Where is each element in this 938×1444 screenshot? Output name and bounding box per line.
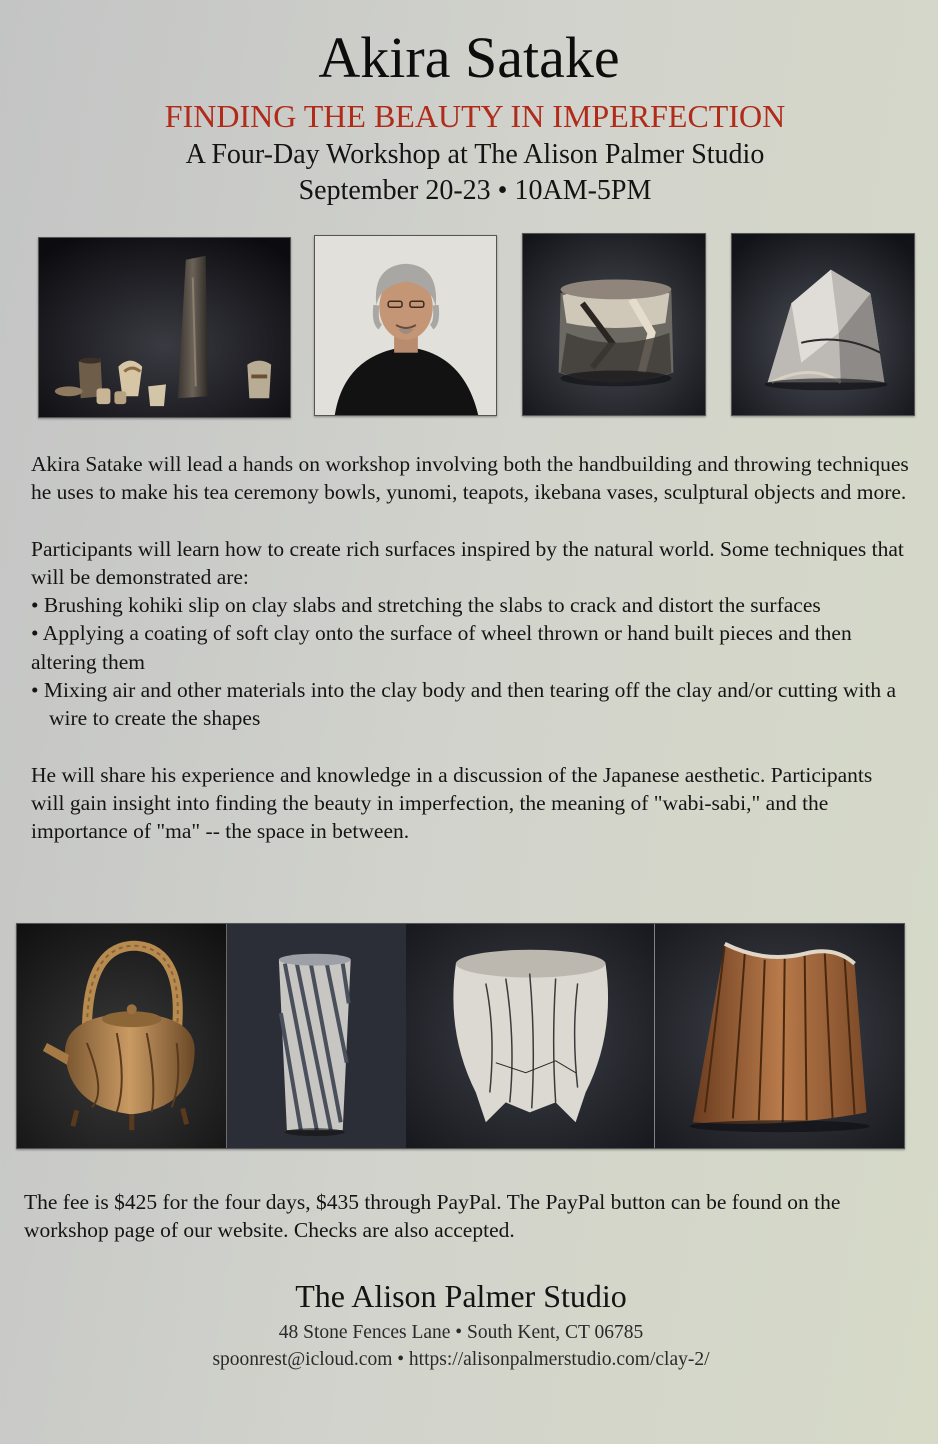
studio-name: The Alison Palmer Studio [295, 1278, 627, 1314]
pottery-group-photo [38, 237, 291, 418]
footed-vessel-photo [406, 924, 654, 1148]
intro-paragraph: Akira Satake will lead a hands on workshop involving both the handbuilding and throwing techniques he uses to make his tea ceremony bowls, yunomi, teapots, ikebana vases, sculptural objects and more. [31, 452, 909, 505]
fee-paragraph: The fee is $425 for the four days, $435 through PayPal. The PayPal button can be found on the workshop page of our website. Checks are also accepted. [24, 1190, 841, 1243]
artist-portrait-photo [314, 235, 497, 416]
paragraph-spacer [31, 507, 911, 535]
technique-bullet: • Brushing kohiki slip on clay slabs and stretching the slabs to crack and distort the surfaces [31, 593, 821, 618]
aesthetic-paragraph: He will share his experience and knowledge in a discussion of the Japanese aesthetic. Participants will gain insight into finding the beauty in imperfection, the meaning of "wabi-sabi," and the importance of "ma" -- the space in between. [31, 762, 873, 844]
technique-bullet: • Mixing air and other materials into the clay body and then tearing off the clay and/or cutting with a wire to create the shapes [31, 678, 897, 731]
paragraph-spacer [31, 733, 911, 761]
studio-address: 48 Stone Fences Lane • South Kent, CT 06785 [278, 1322, 644, 1343]
striped-cup-photo [227, 924, 407, 1148]
workshop-line: A Four-Day Workshop at The Alison Palmer Studio [185, 139, 765, 170]
page-subtitle: FINDING THE BEAUTY IN IMPERFECTION [164, 98, 786, 134]
teapot-photo [17, 924, 227, 1148]
tea-bowl-photo [522, 233, 706, 416]
sculptural-vessel-photo [731, 233, 915, 416]
textured-vase-photo [655, 924, 904, 1148]
bottom-photo-strip [16, 923, 905, 1149]
page-title: Akira Satake [318, 25, 620, 90]
technique-bullet: • Applying a coating of soft clay onto the surface of wheel thrown or hand built pieces and then altering them [31, 621, 852, 674]
studio-contact: spoonrest@icloud.com • https://alisonpalmerstudio.com/clay-2/ [212, 1349, 710, 1370]
description-body [31, 450, 911, 846]
date-line: September 20-23 • 10AM-5PM [298, 175, 652, 206]
techniques-intro: Participants will learn how to create rich surfaces inspired by the natural world. Some techniques that will be demonstrated are: [31, 536, 904, 589]
